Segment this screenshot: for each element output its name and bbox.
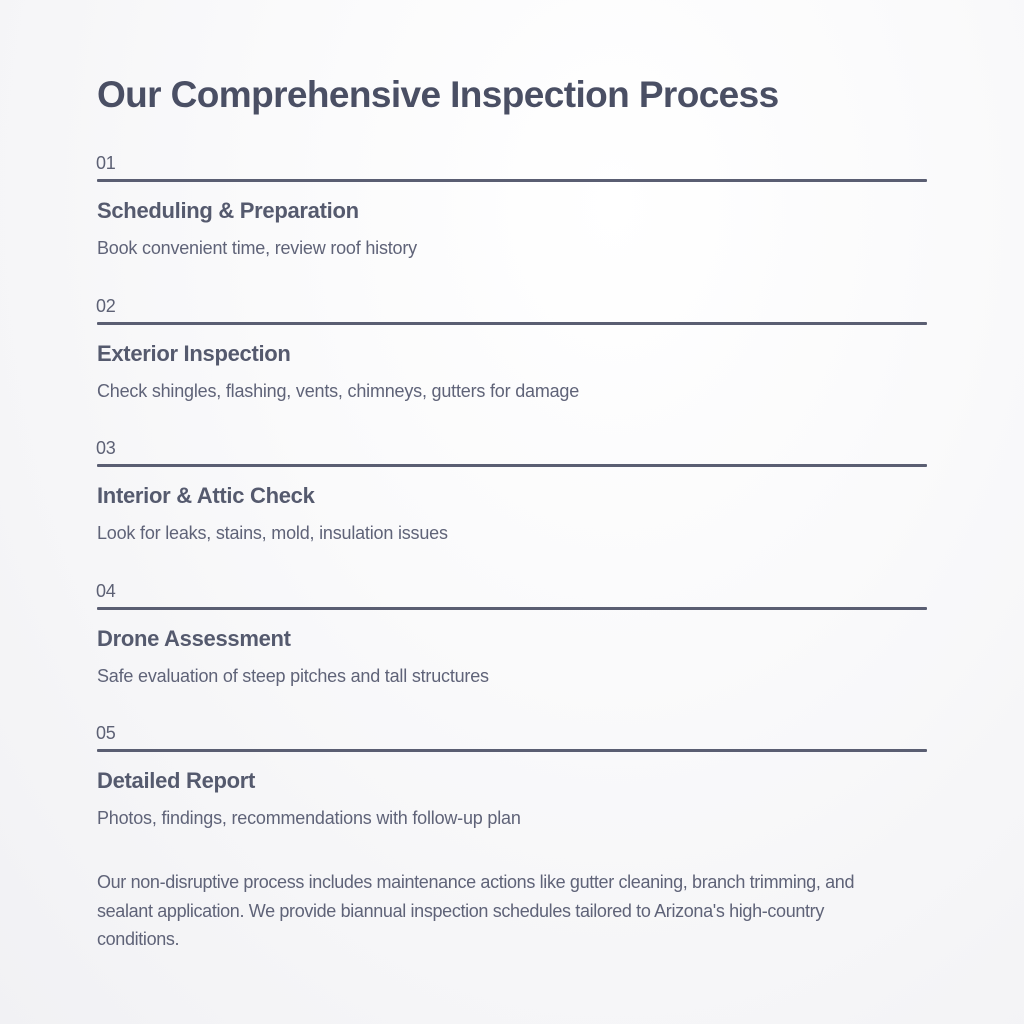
step-divider	[97, 749, 927, 752]
step-divider	[97, 464, 927, 467]
step-number: 04	[96, 581, 116, 601]
step-description: Check shingles, flashing, vents, chimneys, gutters for damage	[97, 381, 580, 401]
step-title: Scheduling & Preparation	[97, 198, 359, 223]
step-title: Exterior Inspection	[97, 341, 291, 366]
step-number: 03	[96, 438, 116, 458]
step-number: 05	[96, 723, 116, 743]
step-divider	[97, 322, 927, 325]
step-title: Interior & Attic Check	[97, 483, 315, 508]
step-title: Drone Assessment	[97, 626, 291, 651]
page-title: Our Comprehensive Inspection Process	[97, 74, 779, 115]
summary-paragraph: Our non-disruptive process includes maintenance actions like gutter cleaning, branch trimming, and sealant application. We provide biannual inspection schedules tailored to Arizona's high-country conditions.	[97, 872, 855, 949]
step-description: Safe evaluation of steep pitches and tall structures	[97, 666, 489, 686]
step-3	[97, 438, 927, 558]
step-divider	[97, 179, 927, 182]
step-5	[97, 723, 927, 843]
step-description: Photos, findings, recommendations with follow-up plan	[97, 808, 521, 828]
step-number: 02	[96, 296, 116, 316]
step-number: 01	[96, 153, 116, 173]
step-description: Look for leaks, stains, mold, insulation issues	[97, 523, 448, 543]
step-2	[97, 296, 927, 416]
step-divider	[97, 607, 927, 610]
step-title: Detailed Report	[97, 768, 256, 793]
step-1	[97, 153, 927, 273]
step-description: Book convenient time, review roof history	[97, 238, 417, 258]
step-4	[97, 581, 927, 701]
